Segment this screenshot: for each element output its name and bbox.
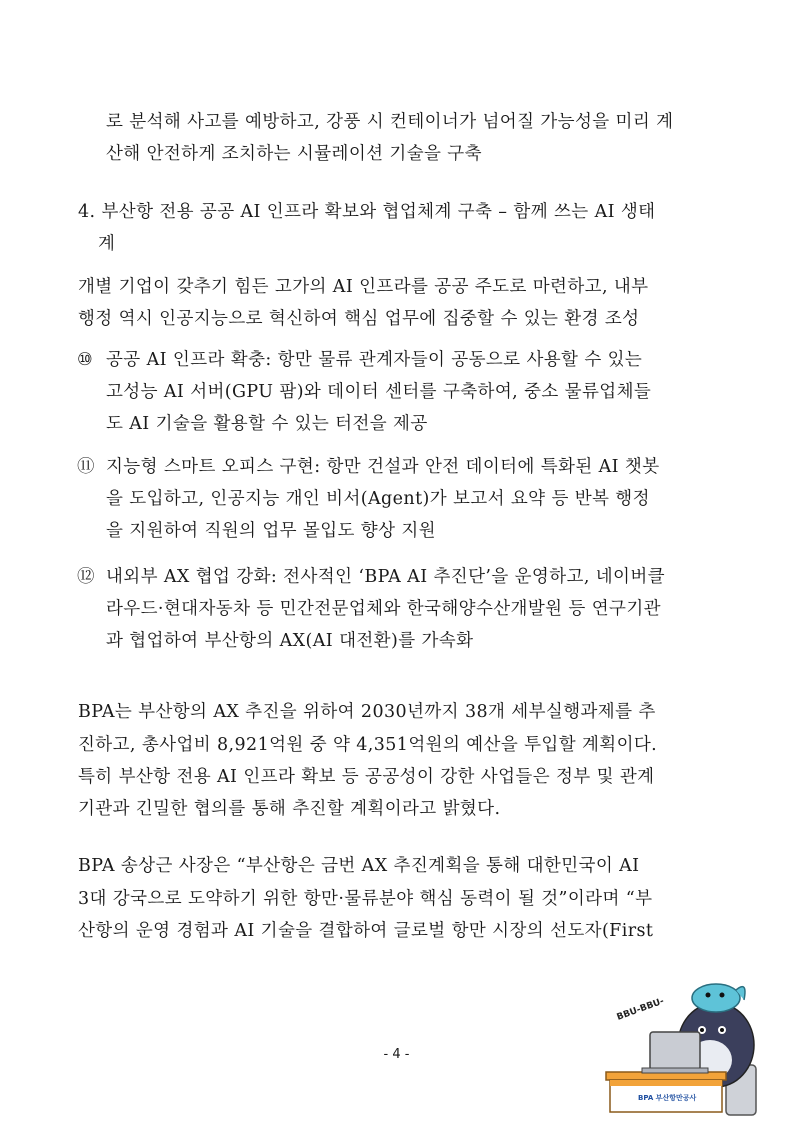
paragraph-line: 3대 강국으로 도약하기 위한 항만·물류분야 핵심 동력이 될 것”이라며 “부 (78, 889, 653, 909)
item-line: 공공 AI 인프라 확충: 항만 물류 관계자들이 공동으로 사용할 수 있는 (106, 350, 643, 370)
section-heading-line-2: 계 (98, 234, 116, 254)
continuation-line-1: 로 분석해 사고를 예방하고, 강풍 시 컨테이너가 넘어질 가능성을 미리 계 (106, 112, 674, 132)
item-line: 을 지원하여 직원의 업무 몰입도 향상 지원 (106, 521, 436, 541)
paragraph-line: 특히 부산항 전용 AI 인프라 확보 등 공공성이 강한 사업들은 정부 및 관계 (78, 767, 655, 787)
mascot-illustration (598, 960, 773, 1120)
item-line: 을 도입하고, 인공지능 개인 비서(Agent)가 보고서 요약 등 반복 행정 (106, 489, 650, 509)
mascot-sound-text: BBU-BBU- (615, 996, 666, 1023)
item-line: 과 협업하여 부산항의 AX(AI 대전환)를 가속화 (106, 631, 474, 651)
continuation-line-2: 산해 안전하게 조치하는 시뮬레이션 기술을 구축 (106, 144, 482, 164)
paragraph-line: 진하고, 총사업비 8,921억원 중 약 4,351억원의 예산을 투입할 계획이다. (78, 735, 658, 755)
paragraph-line: BPA 송상근 사장은 “부산항은 금번 AX 추진계획을 통해 대한민국이 AI (78, 856, 640, 876)
mascot-logo-text: BPA 부산항만공사 (638, 1094, 697, 1102)
item-line: 도 AI 기술을 활용할 수 있는 터전을 제공 (106, 414, 428, 434)
item-marker: ⑩ (77, 350, 93, 370)
paragraph-line: BPA는 부산항의 AX 추진을 위하여 2030년까지 38개 세부실행과제를 추 (78, 702, 656, 722)
paragraph-line: 산항의 운영 경험과 AI 기술을 결합하여 글로벌 항만 시장의 선도자(First (78, 921, 654, 941)
item-marker: ⑪ (77, 457, 95, 477)
item-marker: ⑫ (77, 567, 95, 587)
item-line: 지능형 스마트 오피스 구현: 항만 건설과 안전 데이터에 특화된 AI 챗봇 (106, 457, 660, 477)
item-line: 고성능 AI 서버(GPU 팜)와 데이터 센터를 구축하여, 중소 물류업체들 (106, 382, 652, 402)
paragraph-line: 기관과 긴밀한 협의를 통해 추진할 계획이라고 밝혔다. (78, 799, 501, 819)
item-line: 내외부 AX 협업 강화: 전사적인 ‘BPA AI 추진단’을 운영하고, 네이버클 (106, 567, 665, 587)
page-number: - 4 - (383, 1047, 410, 1062)
section-heading-line-1: 4. 부산항 전용 공공 AI 인프라 확보와 협업체계 구축 – 함께 쓰는 AI 생태 (78, 202, 656, 222)
section-intro-line-2: 행정 역시 인공지능으로 혁신하여 핵심 업무에 집중할 수 있는 환경 조성 (78, 309, 640, 329)
item-line: 라우드·현대자동차 등 민간전문업체와 한국해양수산개발원 등 연구기관 (106, 599, 661, 619)
section-intro-line-1: 개별 기업이 갖추기 힘든 고가의 AI 인프라를 공공 주도로 마련하고, 내부 (78, 277, 649, 297)
